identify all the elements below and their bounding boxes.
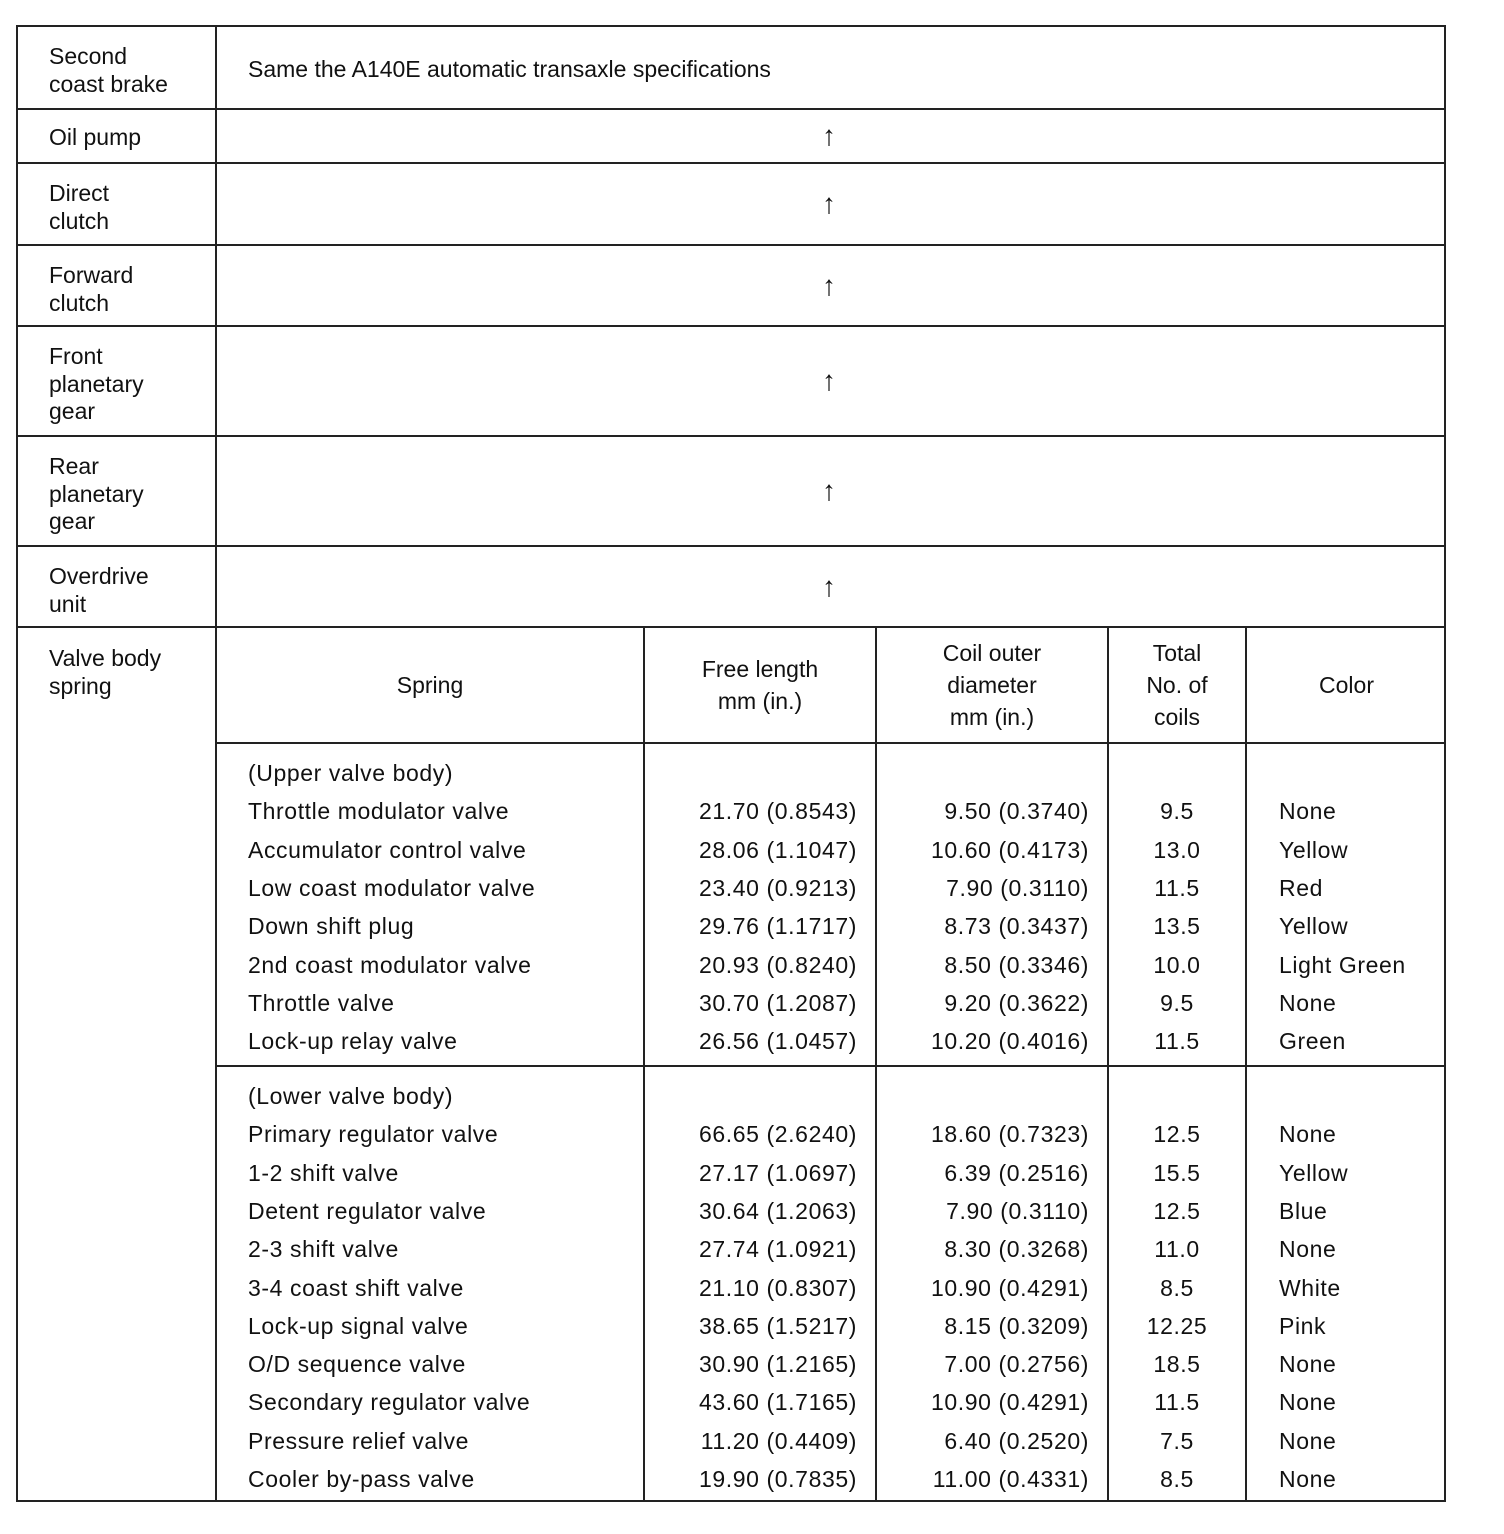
spring-color: Green (1279, 1028, 1346, 1054)
spring-coil-diameter: 8.50 (0.3346) (944, 952, 1089, 978)
spring-coil-diameter: 18.60 (0.7323) (930, 1121, 1089, 1147)
section-title: (Lower valve body) (248, 1083, 454, 1109)
spring-name: Accumulator control valve (248, 837, 527, 863)
spring-name: 2-3 shift valve (248, 1236, 399, 1262)
spring-coil-diameter: 10.90 (0.4291) (930, 1275, 1089, 1301)
spring-total-coils: 12.25 (1146, 1313, 1208, 1339)
header-total-coils: Total No. of coils (1146, 640, 1208, 730)
spring-name: Detent regulator valve (248, 1198, 487, 1224)
spring-coil-diameter: 9.20 (0.3622) (944, 990, 1089, 1016)
row-direct-clutch (18, 164, 1444, 246)
spring-free-length: 30.70 (1.2087) (698, 990, 857, 1016)
spring-subtable (217, 628, 1444, 1500)
spring-total-coils: 7.5 (1160, 1428, 1194, 1454)
spring-coil-diameter: 9.50 (0.3740) (944, 798, 1089, 824)
spring-color: Light Green (1279, 952, 1406, 978)
row-oil-pump (18, 110, 1444, 164)
up-arrow-icon: ↑ (822, 365, 836, 396)
spring-color: Blue (1279, 1198, 1328, 1224)
spring-free-length: 19.90 (0.7835) (698, 1466, 857, 1492)
spring-name: 2nd coast modulator valve (248, 952, 532, 978)
row-label: Rear planetary gear (18, 437, 217, 545)
spring-total-coils: 9.5 (1160, 798, 1194, 824)
spring-coil-diameter: 7.00 (0.2756) (944, 1351, 1089, 1377)
spring-name: Primary regulator valve (248, 1121, 499, 1147)
spring-total-coils: 18.5 (1153, 1351, 1201, 1377)
spring-name: Secondary regulator valve (248, 1389, 531, 1415)
spring-color: None (1279, 1121, 1337, 1147)
spring-total-coils: 12.5 (1153, 1198, 1201, 1224)
spring-color: None (1279, 1389, 1337, 1415)
spring-color: None (1279, 990, 1337, 1016)
up-arrow-icon: ↑ (822, 120, 836, 151)
spring-free-length: 30.64 (1.2063) (698, 1198, 857, 1224)
spring-free-length: 38.65 (1.5217) (698, 1313, 857, 1339)
spec-table (16, 25, 1446, 1502)
spring-free-length: 29.76 (1.1717) (698, 913, 857, 939)
spring-total-coils: 11.5 (1154, 1028, 1200, 1054)
spring-total-coils: 8.5 (1160, 1466, 1194, 1492)
spring-color: Yellow (1279, 913, 1349, 939)
spring-color: White (1279, 1275, 1341, 1301)
spring-coil-diameter: 10.90 (0.4291) (930, 1389, 1089, 1415)
spring-coil-diameter: 7.90 (0.3110) (946, 1198, 1089, 1224)
row-label: Overdrive unit (18, 547, 217, 626)
up-arrow-icon: ↑ (822, 475, 836, 506)
spring-free-length: 21.10 (0.8307) (698, 1275, 857, 1301)
spring-name: Low coast modulator valve (248, 875, 536, 901)
spring-color: None (1279, 1236, 1337, 1262)
spring-coil-diameter: 6.39 (0.2516) (944, 1160, 1089, 1186)
spring-color: None (1279, 798, 1337, 824)
spring-color: Yellow (1279, 1160, 1349, 1186)
spring-free-length: 20.93 (0.8240) (698, 952, 857, 978)
spring-coil-diameter: 8.73 (0.3437) (944, 913, 1089, 939)
spring-total-coils: 8.5 (1160, 1275, 1194, 1301)
row-rear-planetary-gear (18, 437, 1444, 547)
spring-name: Pressure relief valve (248, 1428, 469, 1454)
spring-total-coils: 13.5 (1153, 913, 1201, 939)
section-divider (217, 1065, 1444, 1067)
spring-color: Pink (1279, 1313, 1327, 1339)
spring-color: None (1279, 1351, 1337, 1377)
spring-free-length: 23.40 (0.9213) (698, 875, 857, 901)
row-front-planetary-gear (18, 327, 1444, 437)
spring-total-coils: 9.5 (1160, 990, 1194, 1016)
row-label: Front planetary gear (18, 327, 217, 435)
row-forward-clutch (18, 246, 1444, 327)
spring-total-coils: 13.0 (1153, 837, 1201, 863)
spring-color: Yellow (1279, 837, 1349, 863)
spring-total-coils: 15.5 (1153, 1160, 1201, 1186)
row-label: Forward clutch (18, 246, 217, 325)
header-color: Color (1319, 672, 1374, 698)
spring-total-coils: 11.5 (1154, 875, 1200, 901)
row-label: Oil pump (18, 110, 217, 162)
header-free-length: Free length mm (in.) (701, 656, 819, 714)
row-second-coast-brake (18, 27, 1444, 110)
spring-name: 3-4 coast shift valve (248, 1275, 464, 1301)
row-label: Second coast brake (18, 27, 217, 108)
section-title: (Upper valve body) (248, 760, 454, 786)
up-arrow-icon: ↑ (822, 188, 836, 219)
row-label: Valve body spring (18, 628, 217, 1500)
spring-coil-diameter: 10.60 (0.4173) (930, 837, 1089, 863)
spring-total-coils: 11.0 (1154, 1236, 1200, 1262)
spring-coil-diameter: 8.15 (0.3209) (944, 1313, 1089, 1339)
spring-free-length: 66.65 (2.6240) (698, 1121, 857, 1147)
up-arrow-icon: ↑ (822, 570, 836, 602)
spring-name: 1-2 shift valve (248, 1160, 399, 1186)
spring-free-length: 30.90 (1.2165) (698, 1351, 857, 1377)
spring-coil-diameter: 8.30 (0.3268) (944, 1236, 1089, 1262)
spring-free-length: 27.74 (1.0921) (698, 1236, 857, 1262)
spring-coil-diameter: 7.90 (0.3110) (946, 875, 1089, 901)
up-arrow-icon: ↑ (822, 269, 836, 301)
spring-coil-diameter: 11.00 (0.4331) (932, 1466, 1089, 1492)
row-valve-body-spring (18, 628, 1444, 1500)
column-divider (875, 628, 877, 1500)
spring-name: Cooler by-pass valve (248, 1466, 475, 1492)
spring-name: Throttle modulator valve (248, 798, 510, 824)
header-spring: Spring (396, 672, 464, 698)
row-value-text: Same the A140E automatic transaxle specifications (248, 56, 771, 82)
spring-free-length: 43.60 (1.7165) (698, 1389, 857, 1415)
row-label: Direct clutch (18, 164, 217, 244)
spring-total-coils: 12.5 (1153, 1121, 1201, 1147)
spring-total-coils: 11.5 (1154, 1389, 1200, 1415)
header-divider (217, 742, 1444, 744)
spring-free-length: 11.20 (0.4409) (700, 1428, 857, 1454)
spring-color: Red (1279, 875, 1323, 901)
spring-name: O/D sequence valve (248, 1351, 466, 1377)
spring-name: Lock-up relay valve (248, 1028, 458, 1054)
header-coil-diameter: Coil outer diameter mm (in.) (942, 640, 1042, 730)
spring-color: None (1279, 1428, 1337, 1454)
spring-free-length: 27.17 (1.0697) (698, 1160, 857, 1186)
spring-free-length: 21.70 (0.8543) (698, 798, 857, 824)
spring-coil-diameter: 10.20 (0.4016) (930, 1028, 1089, 1054)
column-divider (1245, 628, 1247, 1500)
spring-color: None (1279, 1466, 1337, 1492)
spring-name: Down shift plug (248, 913, 415, 939)
spring-free-length: 26.56 (1.0457) (698, 1028, 857, 1054)
column-divider (643, 628, 645, 1500)
spring-name: Lock-up signal valve (248, 1313, 469, 1339)
spring-total-coils: 10.0 (1153, 952, 1201, 978)
spring-free-length: 28.06 (1.1047) (698, 837, 857, 863)
spring-name: Throttle valve (248, 990, 395, 1016)
spring-coil-diameter: 6.40 (0.2520) (944, 1428, 1089, 1454)
row-overdrive-unit (18, 547, 1444, 628)
